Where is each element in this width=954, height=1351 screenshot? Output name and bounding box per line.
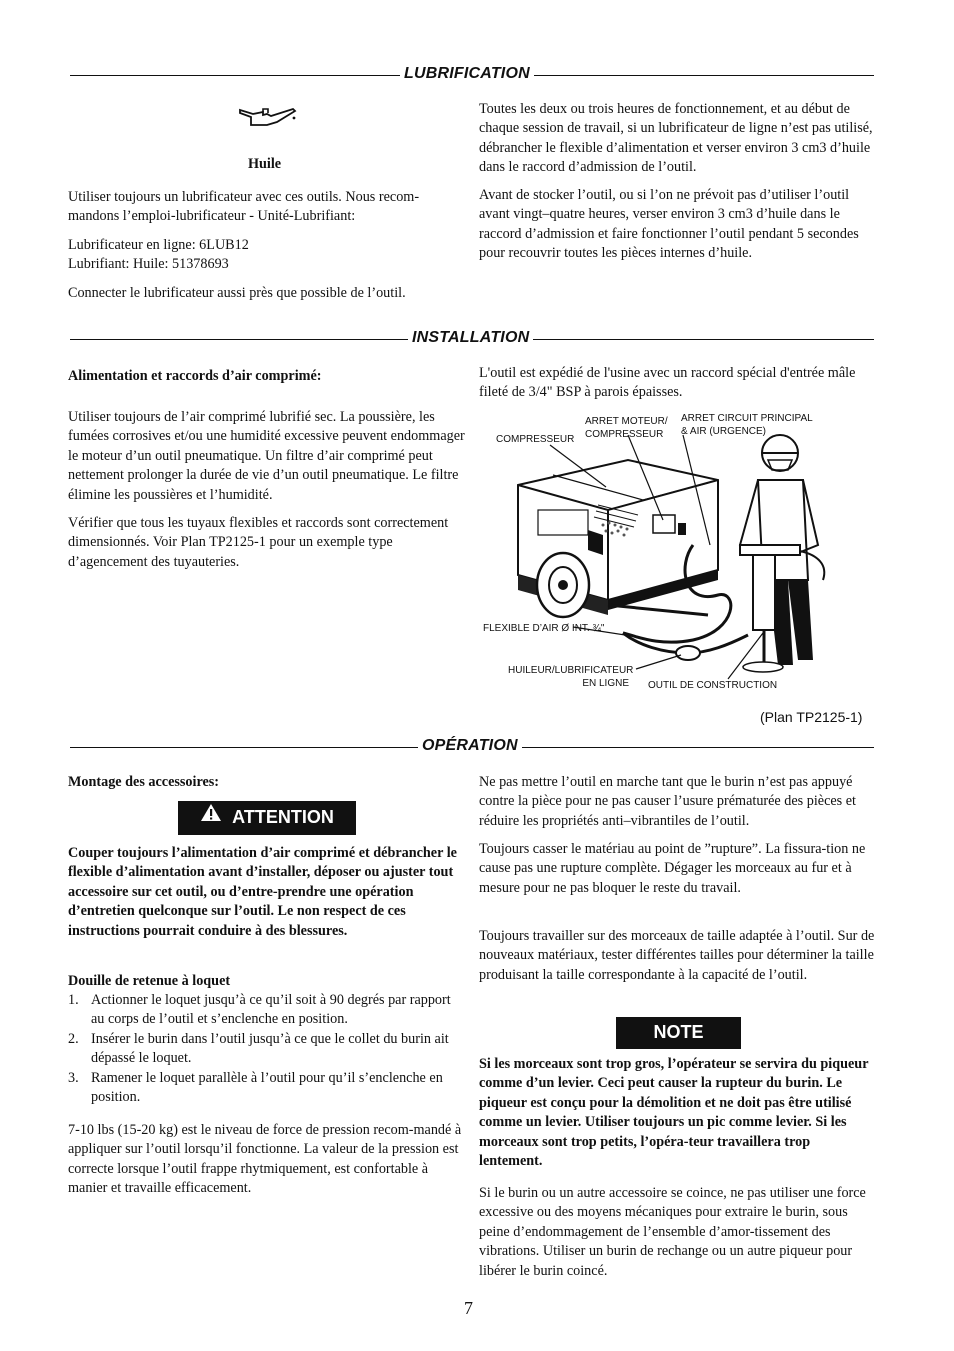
- lub-right-paragraph-2: Avant de stocker l’outil, ou si l’on ne prévoit pas d’utiliser l’outil avant vingt–quatre heures, verser environ 3 cm3 d’huile dans le raccord d’admission et faire fonctionner l’outil pendant 5 secondes pour recouvrir toutes les pièces internes d’huile.: [479, 187, 859, 262]
- installation-paragraph-1: Utiliser toujours de l’air comprimé lubrifié sec. La poussière, les fumées corrosives et/ou une humidité excessive peuvent endommager le moteur d’un outil pneumatique. Un filtre d’air comprimé peut nettement prolonger la durée de vie d’un outil pneumatique. Le filtre élimine les poussières et l’humidité.: [68, 409, 465, 503]
- attention-label: ATTENTION: [232, 807, 334, 827]
- list-item: 1. Actionner le loquet jusqu’à ce qu’il soit à 90 degrés par rapport au corps de l’outil et s’enclenche en position.: [68, 992, 451, 1028]
- list-item: 3. Ramener le loquet parallèle à l’outil pour qu’il s’enclenche en position.: [68, 1069, 443, 1106]
- attention-banner: [178, 801, 356, 835]
- pressure-paragraph: 7-10 lbs (15-20 kg) est le niveau de force de pression recom-mandé à appliquer sur l’outil lorsqu’il fonctionne. La valeur de la pression est correcte lorsque l’outil frappe rhytmiquement, est confortable à manier et travaille efficacement.: [68, 1122, 462, 1197]
- label-huileur-line-2: EN LIGNE: [582, 678, 629, 689]
- label-outil: OUTIL DE CONSTRUCTION: [648, 680, 778, 691]
- label-arret-moteur-line-2: COMPRESSEUR: [585, 429, 664, 440]
- label-flexible: FLEXIBLE D’AIR Ø INT. ¾": [483, 623, 605, 634]
- operation-right-paragraph-4: Si le burin ou un autre accessoire se coince, ne pas utiliser une force excessive ou des moyens mécaniques pour extraire le burin, sous peine d’endommagement de l’ensemble d’amor-tissement des vibrations. Utiliser un burin de rechange ou un autre piqueur pour libérer le burin coincé.: [479, 1185, 866, 1279]
- lub-ref-line-2: Lubrifiant: Huile: 51378693: [68, 256, 229, 273]
- lub-paragraph-1: Utiliser toujours un lubrificateur avec ces outils. Nous recom-mandons l’emploi-lubrificateur - Unité-Lubrifiant:: [68, 189, 420, 225]
- page-number: 7: [464, 1298, 473, 1318]
- note-text: Si les morceaux sont trop gros, l’opérateur se servira du piqueur comme d’un levier. Ceci peut causer la rupteur du burin. Le piqueur est conçu pour la démolition et ne doit pas être utilisé comme un levier. Utiliser toujours un pic comme levier. Si les morceaux sont trop petits, l’opéra-teur travaillera trop lentement.: [479, 1056, 869, 1170]
- installation-right-paragraph: L'outil est expédié de l'usine avec un raccord spécial d'entrée mâle fileté de 3/4" BSP à parois épaisses.: [479, 365, 856, 401]
- douille-steps: [68, 991, 460, 1107]
- installation-paragraph-2: Vérifier que tous les tuyaux flexibles et raccords sont correctement dimensionnés. Voir Plan TP2125-1 pour un exemple type d’agencement des tuyauteries.: [68, 515, 449, 570]
- label-huileur-line-1: HUILEUR/LUBRIFICATEUR: [508, 665, 634, 676]
- operation-right-paragraph-1: Ne pas mettre l’outil en marche tant que le burin n’est pas appuyé contre la pièce pour ne pas causer l’usure prématurée des pièces et réduire les propriétés anti–vibrantiles de l’outil.: [479, 774, 856, 829]
- attention-warning-text: Couper toujours l’alimentation d’air comprimé et débrancher le flexible d’alimentation avant d’installer, déposer ou ajuster tout accessoire sur cet outil, ou d’entre-prendre une opération d’entretien quelconque sur l’outil. Le non respect de ces instructions pourrait conduire à des blessures.: [68, 845, 457, 939]
- label-arret-circuit-line-1: ARRET CIRCUIT PRINCIPAL: [681, 413, 813, 424]
- label-arret-moteur: [585, 415, 668, 441]
- operation-right-paragraph-3: Toujours travailler sur des morceaux de taille adaptée à l’outil. Sur de nouveaux matériaux, tester différentes tailles pour déterminer la taille produisant la taille correspondante à la capacité de l’outil.: [479, 928, 875, 983]
- label-arret-circuit-line-2: & AIR (URGENCE): [681, 426, 767, 437]
- lub-right-paragraph-1: Toutes les deux ou trois heures de fonctionnement, et au début de chaque session de travail, si un lubrificateur de ligne n’est pas utilisé, débrancher le flexible d’alimentation et verser environ 3 cm3 d’huile dans le raccord d’admission de l’outil.: [479, 101, 873, 176]
- list-item: 2. Insérer le burin dans l’outil jusqu’à ce que le collet du burin ait dépassé le loquet.: [68, 1030, 449, 1067]
- douille-subheading: Douille de retenue à loquet: [68, 973, 231, 989]
- plan-caption: (Plan TP2125-1): [760, 709, 863, 725]
- lub-ref-line-1: Lubrificateur en ligne: 6LUB12: [68, 237, 249, 253]
- section-heading-operation: OPÉRATION: [418, 737, 522, 755]
- oil-can-icon: [237, 106, 297, 130]
- warning-triangle-icon: [200, 800, 222, 832]
- operation-right-paragraph-2: Toujours casser le matériau au point de ”rupture”. La fissura-tion ne cause pas une rupture complète. Dégager les morceaux au fur et à mesure pour ne pas bloquer le reste du travail.: [479, 841, 866, 896]
- lub-paragraph-3: Connecter le lubrificateur aussi près que possible de l’outil.: [68, 285, 406, 301]
- operation-subheading: Montage des accessoires:: [68, 774, 220, 790]
- section-heading-lubrification: LUBRIFICATION: [400, 65, 534, 83]
- label-compresseur: COMPRESSEUR: [496, 434, 575, 445]
- installation-subheading: Alimentation et raccords d’air comprimé:: [68, 368, 322, 384]
- note-banner: NOTE: [616, 1017, 741, 1049]
- label-huileur: [508, 664, 634, 690]
- section-heading-installation: INSTALLATION: [408, 329, 533, 347]
- label-arret-circuit: [681, 412, 813, 438]
- label-arret-moteur-line-1: ARRET MOTEUR/: [585, 416, 668, 427]
- compressor-setup-illustration: [478, 405, 878, 700]
- lub-references: [68, 236, 468, 275]
- oil-caption: Huile: [248, 156, 282, 172]
